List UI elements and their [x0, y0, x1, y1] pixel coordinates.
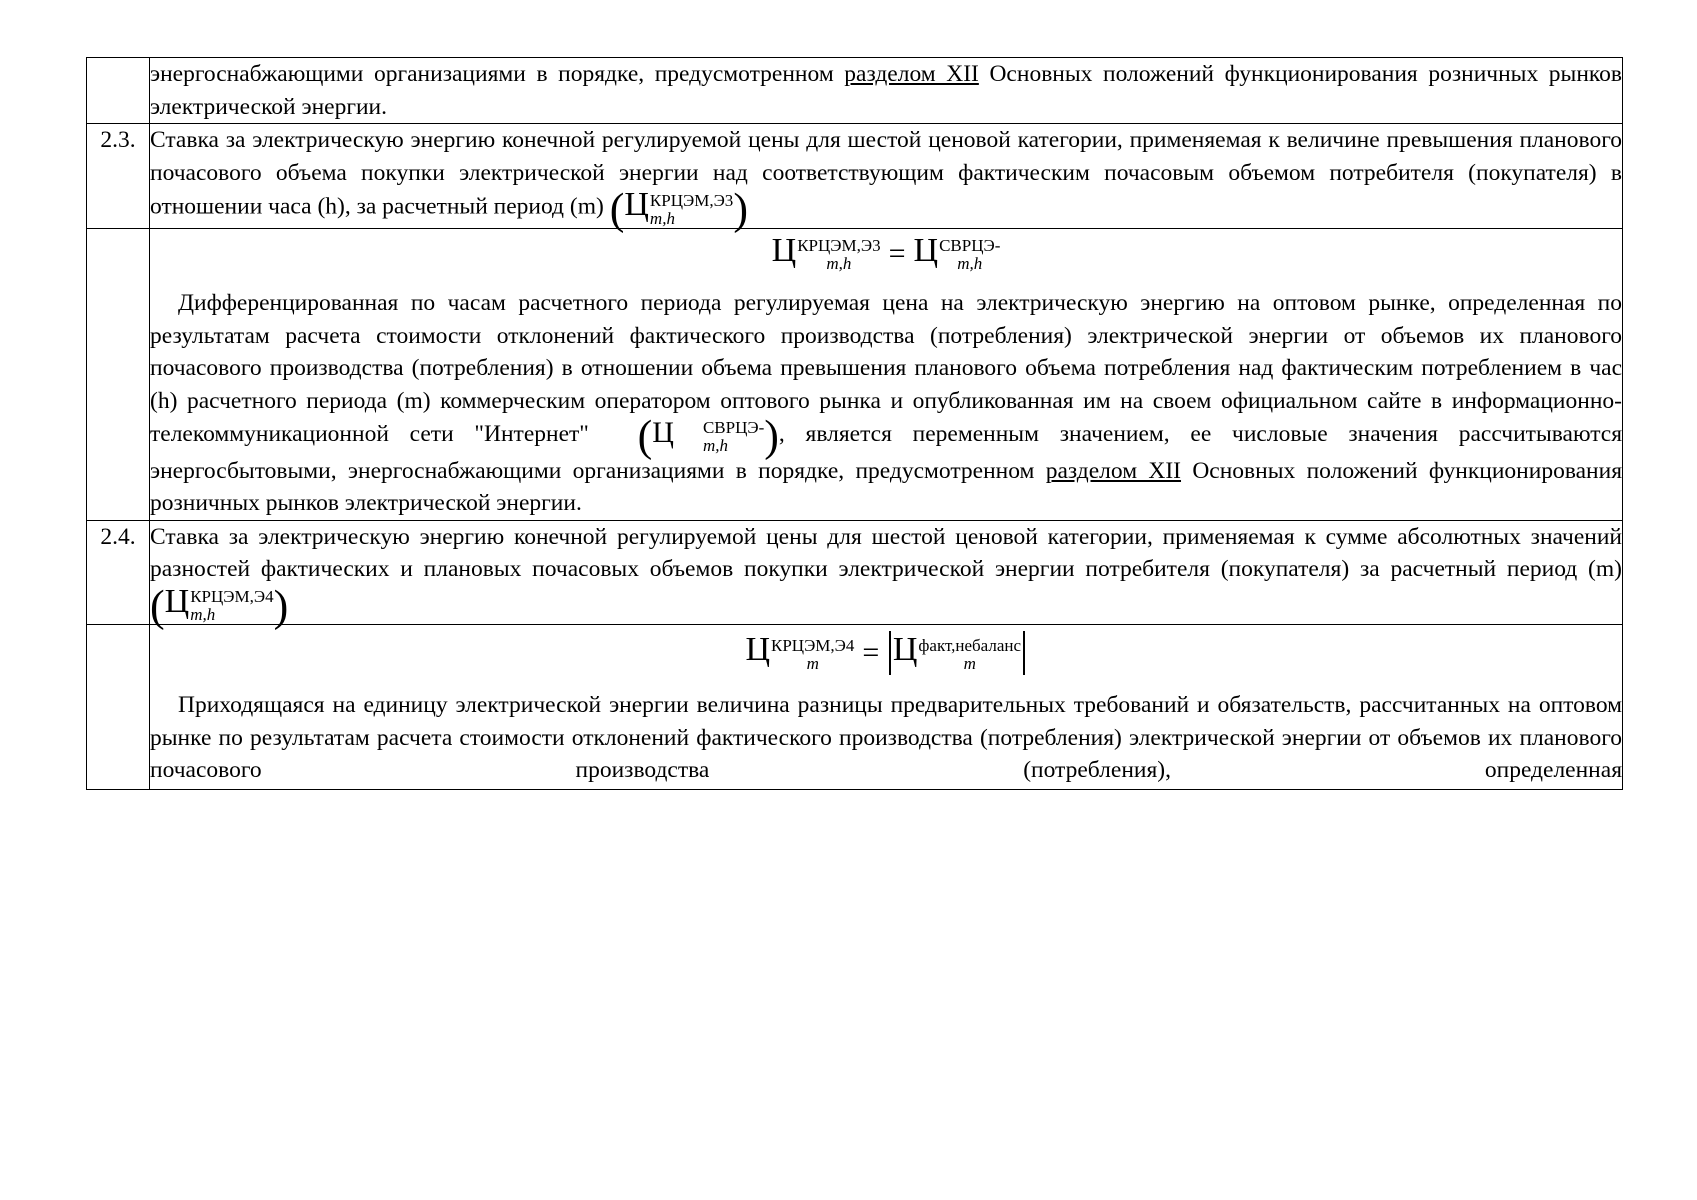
- table-row: [87, 520, 1623, 625]
- formula: [150, 625, 1622, 689]
- row-number-cell: [87, 124, 150, 229]
- formula-lhs: Ц КРЦЭМ,Э4 m: [745, 631, 855, 673]
- row-number-cell: [87, 228, 150, 520]
- section-link[interactable]: разделом XII: [1045, 457, 1182, 484]
- rate-header-cell: [150, 520, 1623, 631]
- row-number-cell: [87, 58, 150, 124]
- rate-description: Приходящаяся на единицу электрической энергии величина разницы предварительных требований и обязательств, рассчитанных на оптовом рынке по результатам расчета стоимости отклонений фактического производства (потребления) электрической энергии от объемов их планового почасового производства (потребления), определенная: [150, 692, 1622, 784]
- rate-header-text: Ставка за электрическую энергию конечной регулируемой цены для шестой ценовой категории, применяемая к сумме абсолютных значений разностей фактических и плановых почасовых объемов покупки электрической энергии потребителя (покупателя) за расчетный период (m): [150, 523, 1622, 583]
- row-number: 2.4.: [100, 523, 136, 550]
- rate-description: Дифференцированная по часам расчетного периода регулируемая цена на электрическую энергию на оптовом рынке, определенная по результатам расчета стоимости отклонений фактического производства (потребления) электрической энергии от объемов их планового почасового производства (потребления) в отношении объема превышения планового объема потребления над фактическим потреблением в час (h) расчетного периода (m) коммерческим оператором оптового рынка и опубликованная им на своем официальном сайте в информационно-телекоммуникационной сети "Интернет" (Ц СВРЦЭ- m,h ), является переменным значением, ее числовые значения рассчитываются энергосбытовыми, энергоснабжающими организациями в порядке, предусмотренном разделом XII Основных положений функционирования розничных рынков электрической энергии.: [150, 290, 1622, 517]
- formula-lhs: Ц КРЦЭМ,Э3 m,h: [771, 231, 881, 274]
- rate-body-cell: [150, 228, 1623, 520]
- formula-rhs: Ц факт,небаланс m: [892, 631, 1022, 673]
- abs-bar-left: [889, 631, 891, 675]
- table-row: [87, 228, 1623, 520]
- abs-bar-right: [1023, 631, 1025, 675]
- table-row: [87, 58, 1623, 124]
- formula-rhs: Ц СВРЦЭ- m,h: [913, 231, 1001, 274]
- formula-equals: =: [862, 636, 880, 670]
- row-number: 2.3.: [100, 127, 136, 153]
- continuation-cell: [150, 58, 1623, 124]
- continuation-text-end: Основных положений функционирования розничных рынков электрической энергии.: [150, 61, 1622, 120]
- row-number-cell: [87, 625, 150, 790]
- rate-body-cell: [150, 625, 1623, 790]
- row-number-cell: [87, 520, 150, 625]
- formula: [150, 229, 1622, 288]
- continuation-text: энергоснабжающими организациями в порядке, предусмотренном: [150, 61, 845, 87]
- header-symbol: (Ц КРЦЭМ,Э3 m,h ): [609, 184, 748, 234]
- table-row: [87, 625, 1623, 790]
- table-row: [87, 124, 1623, 229]
- header-symbol: (Ц КРЦЭМ,Э4 m,h ): [150, 581, 289, 631]
- section-link[interactable]: разделом XII: [844, 61, 979, 87]
- description-symbol: (Ц СВРЦЭ- m,h ): [637, 411, 779, 461]
- formula-equals: =: [888, 236, 906, 270]
- tariff-table: [86, 57, 1623, 790]
- rate-header-text: Ставка за электрическую энергию конечной регулируемой цены для шестой ценовой категории, применяемая к величине превышения планового почасового объема покупки электрической энергии над соответствующим фактическим почасовым объемом потребителя (покупателя) в отношении часа (h), за расчетный период (m): [150, 127, 1622, 220]
- rate-header-cell: [150, 124, 1623, 234]
